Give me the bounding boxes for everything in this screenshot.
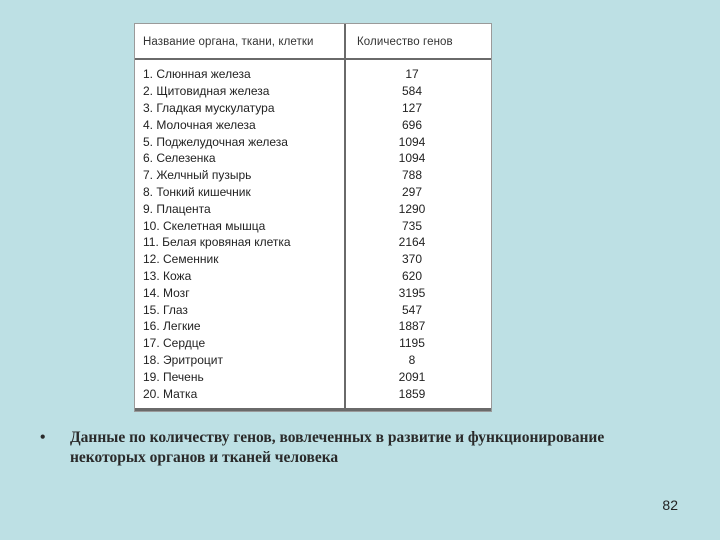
organ-name: 14. Мозг: [143, 285, 190, 300]
organ-name: 16. Легкие: [143, 319, 201, 334]
organ-name: 19. Печень: [143, 369, 204, 384]
gene-count: 8: [408, 352, 416, 367]
table-body: [135, 66, 491, 402]
gene-count: 2091: [398, 369, 426, 384]
organ-name: 12. Семенник: [143, 252, 219, 267]
header-divider: [135, 58, 491, 60]
gene-count: 1195: [399, 336, 425, 351]
gene-count: 1887: [398, 319, 426, 334]
table-row: [135, 217, 491, 234]
organ-name: 20. Матка: [143, 386, 198, 401]
gene-count: 1094: [398, 151, 426, 166]
organ-name: 17. Сердце: [143, 336, 206, 351]
organ-name: 11. Белая кровяная клетка: [143, 235, 291, 250]
table-row: [135, 200, 491, 217]
gene-count: 1094: [398, 134, 426, 149]
gene-count: 2164: [398, 235, 426, 250]
table-row: [135, 368, 491, 385]
gene-count: 584: [401, 84, 423, 99]
organ-name: 8. Тонкий кишечник: [143, 184, 251, 199]
page-number: 82: [662, 497, 678, 513]
gene-count: 3195: [398, 285, 426, 300]
caption-text: Данные по количеству генов, вовлеченных в развитие и функционирование некоторых органов и тканей человека: [70, 429, 605, 466]
header-gene-count: Количество генов: [357, 36, 453, 48]
gene-count: 547: [401, 302, 423, 317]
table-row: [135, 268, 491, 285]
table-row: [135, 284, 491, 301]
organ-name: 2. Щитовидная железа: [143, 84, 270, 99]
gene-count: 788: [401, 168, 423, 183]
organ-name: 15. Глаз: [143, 302, 188, 317]
gene-count: 620: [401, 268, 423, 283]
table-row: [135, 133, 491, 150]
organ-name: 18. Эритроцит: [143, 352, 223, 367]
table-row: [135, 251, 491, 268]
table-row: [135, 66, 491, 83]
table-row: [135, 116, 491, 133]
table-row: [135, 234, 491, 251]
table-row: [135, 100, 491, 117]
gene-count: 696: [401, 117, 423, 132]
table-row: [135, 318, 491, 335]
table-row: [135, 352, 491, 369]
table-row: [135, 301, 491, 318]
header-organ: Название органа, ткани, клетки: [143, 36, 314, 48]
table-bottom-line: [135, 408, 491, 411]
table-row: [135, 385, 491, 402]
organ-name: 7. Желчный пузырь: [143, 168, 252, 183]
gene-count: 370: [401, 252, 423, 267]
table-row: [135, 150, 491, 167]
table-row: [135, 167, 491, 184]
table-row: [135, 335, 491, 352]
organ-name: 4. Молочная железа: [143, 117, 256, 132]
table-row: [135, 184, 491, 201]
organ-name: 9. Плацента: [143, 201, 211, 216]
organ-name: 1. Слюнная железа: [143, 67, 251, 82]
caption: [40, 428, 660, 468]
organ-name: 3. Гладкая мускулатура: [143, 100, 275, 115]
gene-count: 127: [401, 100, 423, 115]
genes-table: [134, 23, 492, 412]
gene-count: 1859: [398, 386, 426, 401]
gene-count: 735: [401, 218, 423, 233]
gene-count: 297: [401, 184, 423, 199]
gene-count: 1290: [398, 201, 426, 216]
bullet-icon: •: [40, 429, 46, 446]
organ-name: 5. Поджелудочная железа: [143, 134, 288, 149]
organ-name: 10. Скелетная мышца: [143, 218, 266, 233]
organ-name: 13. Кожа: [143, 268, 192, 283]
gene-count: 17: [405, 67, 419, 82]
table-row: [135, 83, 491, 100]
organ-name: 6. Селезенка: [143, 151, 216, 166]
